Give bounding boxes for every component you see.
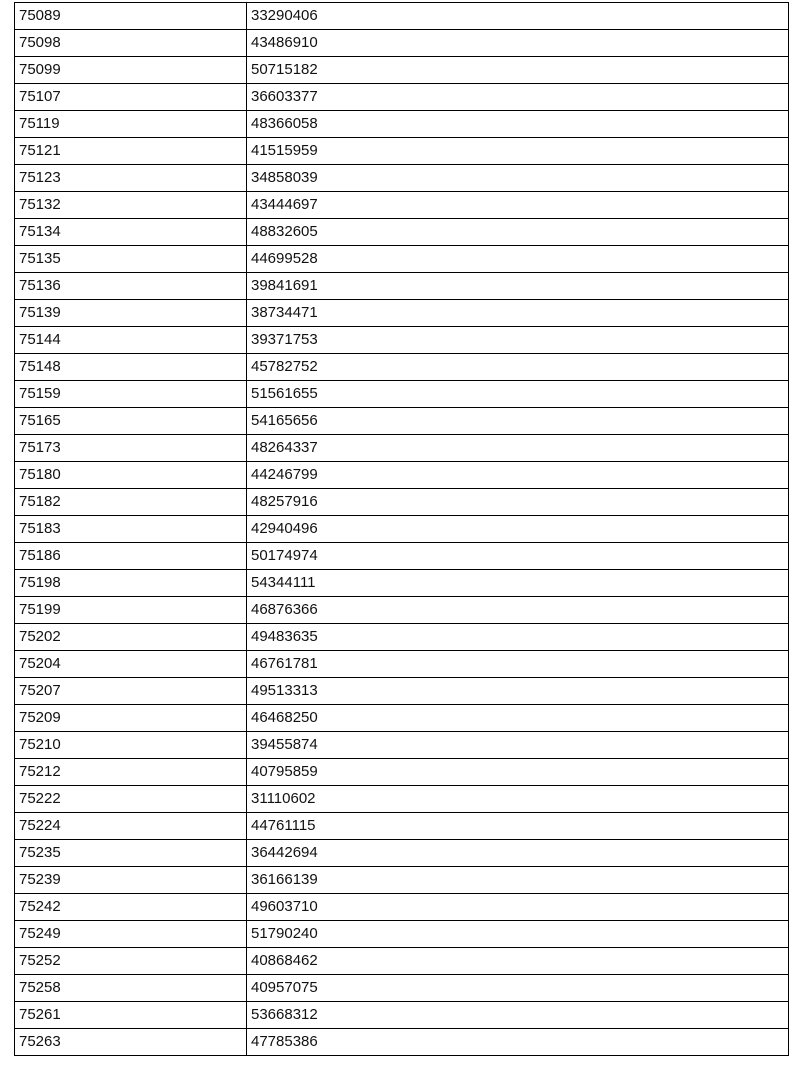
code-cell: 75235 bbox=[15, 840, 247, 867]
value-cell: 49513313 bbox=[247, 678, 789, 705]
code-cell: 75121 bbox=[15, 138, 247, 165]
table-row bbox=[15, 273, 789, 300]
value-cell: 46761781 bbox=[247, 651, 789, 678]
code-cell: 75099 bbox=[15, 57, 247, 84]
table-row bbox=[15, 57, 789, 84]
table-row bbox=[15, 759, 789, 786]
table-row bbox=[15, 84, 789, 111]
table-row bbox=[15, 30, 789, 57]
value-cell: 49603710 bbox=[247, 894, 789, 921]
value-cell: 48257916 bbox=[247, 489, 789, 516]
table-body bbox=[15, 3, 789, 1056]
code-cell: 75182 bbox=[15, 489, 247, 516]
value-cell: 39455874 bbox=[247, 732, 789, 759]
value-cell: 46468250 bbox=[247, 705, 789, 732]
code-cell: 75252 bbox=[15, 948, 247, 975]
table-row bbox=[15, 300, 789, 327]
code-cell: 75258 bbox=[15, 975, 247, 1002]
value-cell: 39371753 bbox=[247, 327, 789, 354]
code-cell: 75239 bbox=[15, 867, 247, 894]
table-row bbox=[15, 408, 789, 435]
code-cell: 75123 bbox=[15, 165, 247, 192]
code-cell: 75144 bbox=[15, 327, 247, 354]
code-cell: 75204 bbox=[15, 651, 247, 678]
value-cell: 48832605 bbox=[247, 219, 789, 246]
value-cell: 40795859 bbox=[247, 759, 789, 786]
value-cell: 36442694 bbox=[247, 840, 789, 867]
code-cell: 75199 bbox=[15, 597, 247, 624]
value-cell: 54165656 bbox=[247, 408, 789, 435]
code-cell: 75224 bbox=[15, 813, 247, 840]
table-row bbox=[15, 597, 789, 624]
table-row bbox=[15, 516, 789, 543]
value-cell: 42940496 bbox=[247, 516, 789, 543]
code-cell: 75139 bbox=[15, 300, 247, 327]
table-row bbox=[15, 786, 789, 813]
code-cell: 75202 bbox=[15, 624, 247, 651]
table-row bbox=[15, 111, 789, 138]
value-cell: 46876366 bbox=[247, 597, 789, 624]
code-cell: 75222 bbox=[15, 786, 247, 813]
data-table bbox=[14, 2, 789, 1056]
code-cell: 75134 bbox=[15, 219, 247, 246]
code-cell: 75212 bbox=[15, 759, 247, 786]
value-cell: 51790240 bbox=[247, 921, 789, 948]
code-cell: 75132 bbox=[15, 192, 247, 219]
value-cell: 44761115 bbox=[247, 813, 789, 840]
value-cell: 40957075 bbox=[247, 975, 789, 1002]
code-cell: 75261 bbox=[15, 1002, 247, 1029]
table-row bbox=[15, 867, 789, 894]
table-row bbox=[15, 921, 789, 948]
code-cell: 75209 bbox=[15, 705, 247, 732]
value-cell: 44246799 bbox=[247, 462, 789, 489]
value-cell: 36603377 bbox=[247, 84, 789, 111]
value-cell: 45782752 bbox=[247, 354, 789, 381]
value-cell: 36166139 bbox=[247, 867, 789, 894]
table-row bbox=[15, 381, 789, 408]
table-row bbox=[15, 327, 789, 354]
code-cell: 75242 bbox=[15, 894, 247, 921]
value-cell: 48366058 bbox=[247, 111, 789, 138]
table-row bbox=[15, 975, 789, 1002]
code-cell: 75249 bbox=[15, 921, 247, 948]
value-cell: 44699528 bbox=[247, 246, 789, 273]
value-cell: 48264337 bbox=[247, 435, 789, 462]
value-cell: 33290406 bbox=[247, 3, 789, 30]
table-row bbox=[15, 624, 789, 651]
table-row bbox=[15, 570, 789, 597]
code-cell: 75107 bbox=[15, 84, 247, 111]
value-cell: 51561655 bbox=[247, 381, 789, 408]
table-row bbox=[15, 543, 789, 570]
value-cell: 39841691 bbox=[247, 273, 789, 300]
table-row bbox=[15, 138, 789, 165]
code-cell: 75173 bbox=[15, 435, 247, 462]
table-row bbox=[15, 246, 789, 273]
value-cell: 47785386 bbox=[247, 1029, 789, 1056]
table-row bbox=[15, 219, 789, 246]
value-cell: 54344111 bbox=[247, 570, 789, 597]
table-row bbox=[15, 489, 789, 516]
table-row bbox=[15, 894, 789, 921]
table-row bbox=[15, 705, 789, 732]
code-cell: 75165 bbox=[15, 408, 247, 435]
table-row bbox=[15, 813, 789, 840]
code-cell: 75148 bbox=[15, 354, 247, 381]
value-cell: 31110602 bbox=[247, 786, 789, 813]
code-cell: 75089 bbox=[15, 3, 247, 30]
code-cell: 75136 bbox=[15, 273, 247, 300]
value-cell: 53668312 bbox=[247, 1002, 789, 1029]
code-cell: 75098 bbox=[15, 30, 247, 57]
code-cell: 75119 bbox=[15, 111, 247, 138]
table-row bbox=[15, 732, 789, 759]
table-row bbox=[15, 192, 789, 219]
code-cell: 75210 bbox=[15, 732, 247, 759]
code-cell: 75263 bbox=[15, 1029, 247, 1056]
value-cell: 40868462 bbox=[247, 948, 789, 975]
table-row bbox=[15, 651, 789, 678]
code-cell: 75207 bbox=[15, 678, 247, 705]
code-cell: 75186 bbox=[15, 543, 247, 570]
table-row bbox=[15, 1002, 789, 1029]
code-cell: 75198 bbox=[15, 570, 247, 597]
value-cell: 43486910 bbox=[247, 30, 789, 57]
code-cell: 75180 bbox=[15, 462, 247, 489]
value-cell: 43444697 bbox=[247, 192, 789, 219]
value-cell: 41515959 bbox=[247, 138, 789, 165]
table-row bbox=[15, 840, 789, 867]
value-cell: 49483635 bbox=[247, 624, 789, 651]
value-cell: 50715182 bbox=[247, 57, 789, 84]
value-cell: 50174974 bbox=[247, 543, 789, 570]
table-row bbox=[15, 3, 789, 30]
table-row bbox=[15, 948, 789, 975]
table-row bbox=[15, 1029, 789, 1056]
value-cell: 34858039 bbox=[247, 165, 789, 192]
table-row bbox=[15, 435, 789, 462]
code-cell: 75135 bbox=[15, 246, 247, 273]
table-row bbox=[15, 165, 789, 192]
value-cell: 38734471 bbox=[247, 300, 789, 327]
code-cell: 75183 bbox=[15, 516, 247, 543]
code-cell: 75159 bbox=[15, 381, 247, 408]
table-row bbox=[15, 354, 789, 381]
table-row bbox=[15, 678, 789, 705]
table-row bbox=[15, 462, 789, 489]
